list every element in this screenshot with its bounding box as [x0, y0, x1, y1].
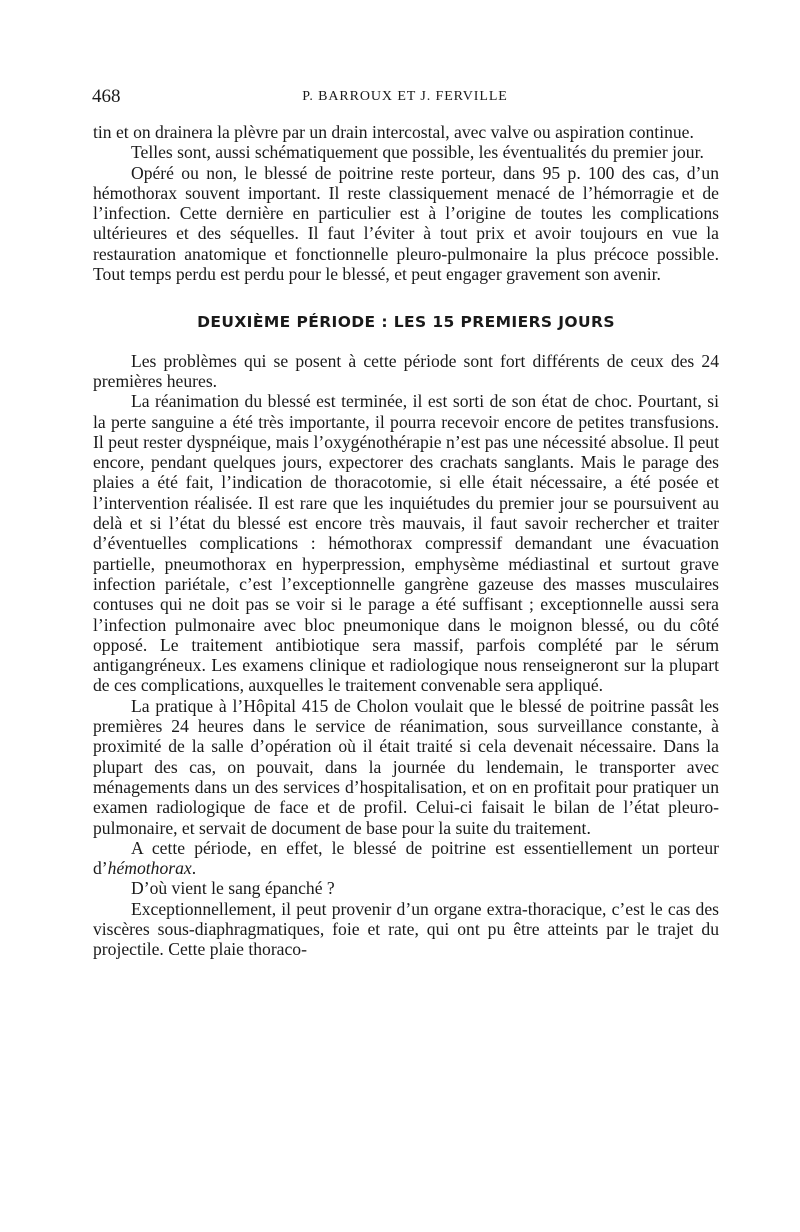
- running-head: [92, 86, 718, 110]
- paragraph: Exceptionnellement, il peut provenir d’un organe extra-thoracique, c’est le cas des viscères sous-diaphragmatiques, foie et rate, qui ont pu être atteints par le trajet du projectile. Cette plaie thoraco-: [93, 898, 719, 960]
- body-text: [93, 122, 719, 960]
- paragraph: La pratique à l’Hôpital 415 de Cholon voulait que le blessé de poitrine passât les premières 24 heures dans le service de réanimation, sous surveillance constante, à proximité de la salle d’opération où il était traité si cela devenait nécessaire. Dans la plupart des cas, on pouvait, dans la journée du lendemain, le transporter avec ménagements dans un des services d’hospitalisation, et on en profitait pour pratiquer un examen radiologique de face et de profil. Celui-ci faisait le bilan de l’état pleuro-pulmonaire, et servait de document de base pour la suite du traitement.: [93, 695, 719, 838]
- paragraph-text: A cette période, en effet, le blessé de poitrine est essentiellement un porteur d’: [93, 837, 719, 879]
- paragraph-hemothorax: [93, 838, 719, 879]
- section-heading: DEUXIÈME PÉRIODE : LES 15 PREMIERS JOURS: [197, 313, 615, 332]
- paragraph: Telles sont, aussi schématiquement que possible, les éventualités du premier jour.: [131, 142, 704, 163]
- running-head-authors: P. BARROUX ET J. FERVILLE: [302, 89, 508, 104]
- paragraph-continuation: tin et on drainera la plèvre par un drain intercostal, avec valve ou aspiration continue.: [93, 122, 694, 142]
- italic-term: hémothorax: [107, 858, 192, 879]
- paragraph: Opéré ou non, le blessé de poitrine reste porteur, dans 95 p. 100 des cas, d’un hémothorax souvent important. Il reste classiquement menacé de l’hémorragie et de l’infection. Cette dernière en particulier est à l’origine de toutes les complications ultérieures et des séquelles. Il faut l’éviter à tout prix et avoir toujours en vue la restauration anatomique et fonctionnelle pleuro-pulmonaire la plus précoce possible. Tout temps perdu est perdu pour le blessé, et peut engager gravement son avenir.: [93, 162, 719, 285]
- page-number: 468: [92, 86, 121, 107]
- paragraph-text-end: .: [191, 858, 197, 879]
- paragraph: Les problèmes qui se posent à cette période sont fort différents de ceux des 24 premières heures.: [93, 350, 719, 391]
- paragraph: La réanimation du blessé est terminée, il est sorti de son état de choc. Pourtant, si la perte sanguine a été très importante, il pourra recevoir encore de petites transfusions. Il peut rester dyspnéique, mais l’oxygénothérapie n’est pas une nécessité absolue. Il peut encore, pendant quelques jours, expectorer des crachats sanglants. Mais le parage des plaies a été fait, l’indication de thoracotomie, si elle était nécessaire, a été posée et l’intervention réalisée. Il est rare que les inquiétudes du premier jour se poursuivent au delà et si l’état du blessé est encore très mauvais, il faut savoir rechercher et traiter d’éventuelles complications : hémothorax compressif demandant une évacuation partielle, pneumothorax en hyperpression, emphysème médiastinal et surtout grave infection pariétale, c’est l’exceptionnelle gangrène gazeuse des masses musculaires contuses qui ne doit pas se voir si le parage a été suffisant ; exceptionnelle aussi sera l’infection pulmonaire avec bloc pneumonique dans le moignon blessé, ou du côté opposé. Le traitement antibiotique sera massif, parfois complété par le sérum antigangréneux. Les examens clinique et radiologique nous renseigneront sur la plupart de ces complications, auxquelles le traitement convenable sera appliqué.: [93, 391, 719, 696]
- paragraph-question: D’où vient le sang épanché ?: [131, 878, 335, 899]
